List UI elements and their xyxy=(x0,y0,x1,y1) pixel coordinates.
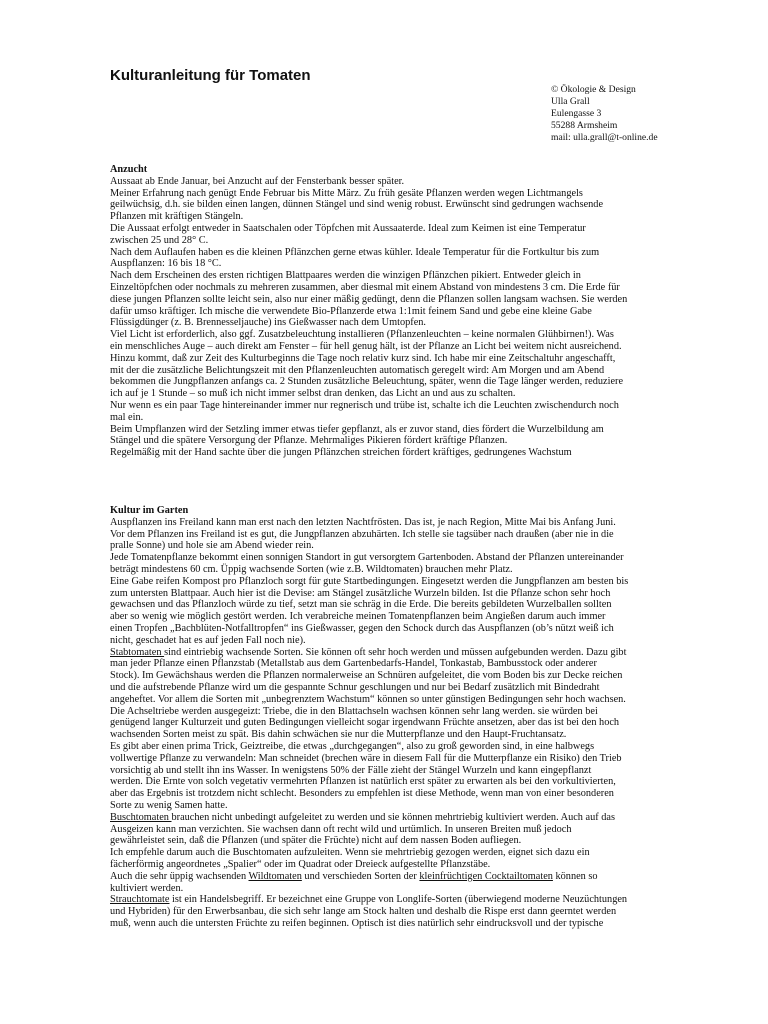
text-line: Sorte zu wenig Samen hatte. xyxy=(110,799,228,811)
text-line: zwischen 25 und 28° C. xyxy=(110,234,209,246)
underlined-term: Stabtomaten xyxy=(110,646,165,658)
text-line: Aussaat ab Ende Januar, bei Anzucht auf der Fensterbank besser später. xyxy=(110,175,405,187)
address-line: © Ökologie & Design xyxy=(551,84,636,95)
text-line: Ausgeizen kann man verzichten. Sie wachsen dann oft recht wild und urtümlich. In unseren Breiten muß jedoch xyxy=(110,823,572,835)
underlined-term: Buschtomaten xyxy=(110,811,172,823)
text-line xyxy=(110,647,700,659)
text-line xyxy=(110,894,700,906)
text-line: Beim Umpflanzen wird der Setzling immer etwas tiefer gepflanzt, als er zuvor stand, dies fördert die Wurzelbildung am xyxy=(110,423,604,435)
section-heading: Anzucht xyxy=(110,164,148,175)
text-line: Stängel und die spätere Versorgung der Pflanze. Mehrmaliges Pikieren fördert kräftige Pflanzen. xyxy=(110,435,508,447)
underlined-term: Wildtomaten xyxy=(248,870,302,882)
text-line: Viel Licht ist erforderlich, also ggf. Zusatzbeleuchtung installieren (Pflanzenleuchten – keine normalen Glühbirnen!). Was xyxy=(110,329,614,341)
text-line: einen Tropfen „Bachblüten-Notfalltropfen“ ins Gießwasser, gegen den Schock durch das Auspflanzen (ob’s nützt weiß ich xyxy=(110,622,614,634)
text-run: brauchen nicht unbedingt aufgeleitet zu werden und sie können mehrtriebig kultiviert werden. Auch auf das xyxy=(171,811,615,823)
text-line: Nach dem Erscheinen des ersten richtigen Blattpaares werden die winzigen Pflänzchen pikiert. Entweder gleich in xyxy=(110,270,581,282)
text-line: mal ein. xyxy=(110,411,144,423)
address-email: mail: ulla.grall@t-online.de xyxy=(551,131,658,143)
text-line: zum untersten Blattpaar. Auch hier ist die Devise: am Stängel zusätzliche Wurzeln bilden. Ist die Pflanze schon sehr hoch xyxy=(110,587,611,599)
text-line: wachsenden Sorten meist zu spät. Bis dahin schwächen sie nur die Mutterpflanze und den Haupt-Fruchtansatz. xyxy=(110,729,567,741)
text-line: muß, wenn auch die untersten Früchte zu reifen beginnen. Optisch ist dies natürlich sehr eindrucksvoll und der typische xyxy=(110,917,604,929)
text-line: Meiner Erfahrung nach genügt Ende Februar bis Mitte März. Zu früh gesäte Pflanzen werden wegen Lichtmangels xyxy=(110,187,583,199)
text-line: Pflanzen mit kräftigen Stängeln. xyxy=(110,211,244,223)
section-anzucht xyxy=(110,164,700,459)
text-line: Die Aussaat erfolgt entweder in Saatschalen oder Töpfchen mit Aussaaterde. Ideal zum Keimen ist eine Temperatur xyxy=(110,222,586,234)
text-line xyxy=(110,871,700,883)
text-line: Flüssigdünger (z. B. Brennesseljauche) ins Gießwasser nach dem Umtopfen. xyxy=(110,317,426,329)
text-line: geilwüchsig, d.h. sie bilden einen langen, dünnen Stängel und sind wenig robust. Erwünscht sind gedrungen wachsende xyxy=(110,199,604,211)
text-line: und Hybriden) für den Erwerbsanbau, die sich sehr lange am Stock halten und deshalb die Rispe erst dann geerntet werden xyxy=(110,906,617,918)
text-line: Ich empfehle darum auch die Buschtomaten aufzuleiten. Wenn sie mehrtriebig gezogen werden, eignet sich dazu ein xyxy=(110,847,590,859)
text-line: Auspflanzen ins Freiland kann man erst nach den letzten Nachtfrösten. Das ist, je nach Region, Mitte Mai bis Anfang Juni. xyxy=(110,516,616,528)
text-run: und verschieden Sorten der xyxy=(301,870,420,882)
text-line: mit der die zusätzliche Belichtungszeit mit den Pflanzenleuchten automatisch geregelt wird: Am Morgen und am Abend xyxy=(110,364,605,376)
text-line: man jeder Pflanze einen Pflanzstab (Metallstab aus dem Gartenbedarfs-Handel, Tonkastab, Bambusstock oder anderer xyxy=(110,658,597,670)
text-line: Es gibt aber einen prima Trick, Geiztreibe, die etwas „durchgegangen“, also zu groß geworden sind, in eine halbwegs xyxy=(110,740,595,752)
text-line: pralle Sonne) und hole sie am Abend wieder rein. xyxy=(110,540,314,552)
text-line: Stock). Im Gewächshaus werden die Pflanzen normalerweise an Schnüren aufgeleitet, die vom Boden bis zur Decke reichen xyxy=(110,670,623,682)
text-line: Einzeltöpfchen oder nochmals zu mehreren zusammen, aber diesmal mit einem Abstand von mindestens 3 cm. Die Erde für xyxy=(110,281,620,293)
text-line: genügend langer Kulturzeit und guten Bedingungen vielleicht sogar irgendwann Früchte ansetzen, aber das ist bei den hoch xyxy=(110,717,620,729)
text-line: dafür umso kräftiger. Ich mische die verwendete Bio-Pflanzerde etwa 1:1mit feinem Sand und gebe eine kleine Gabe xyxy=(110,305,592,317)
text-line: werden. Die Ernte von solch vegetativ vermehrten Pflanzen ist natürlich erst später zu erwarten als bei den vorkultivierten, xyxy=(110,776,616,788)
text-line: Die Achseltriebe werden ausgegeizt: Triebe, die in den Blattachseln wachsen können sehr lang werden. sie würden bei xyxy=(110,705,598,717)
text-line xyxy=(110,812,700,824)
text-line: beträgt mindestens 60 cm. Üppig wachsende Sorten (wie z.B. Wildtomaten) brauchen mehr Platz. xyxy=(110,563,513,575)
text-line: diese jungen Pflanzen sollte leicht sein, also nur einer mäßig gedüngt, denn die Pflanzen sollen langsam wachsen. Sie werden xyxy=(110,293,628,305)
text-line: aber das Ergebnis ist trotzdem nicht schlecht. Besonders zu empfehlen ist diese Methode, wenn man von einer besonderen xyxy=(110,788,614,800)
text-line: kultiviert werden. xyxy=(110,882,184,894)
text-line: bekommen die Jungpflanzen anfangs ca. 2 Stunden zusätzliche Beleuchtung, später, wenn die Tage länger werden, reduziere xyxy=(110,376,624,388)
text-line: Vor dem Pflanzen ins Freiland ist es gut, die Jungpflanzen abzuhärten. Ich stelle sie tagsüber nach draußen (aber nie in die xyxy=(110,528,614,540)
text-line: ein menschliches Auge – auch direkt am Fenster – für hell genug hält, ist der Pflanze an Licht bei weitem nicht ausreichend. xyxy=(110,340,622,352)
text-line: gewährleistet sein, daß die Pflanzen (und später die Früchte) nicht auf dem nassen Boden aufliegen. xyxy=(110,835,522,847)
text-line: angeheftet. Vor allem die Sorten mit „unbegrenztem Wachstum“ können so unter günstigen Bedingungen sehr hoch wachsen. xyxy=(110,693,626,705)
address-line: Eulengasse 3 xyxy=(551,107,602,119)
text-line: fächerförmig angeordnetes „Spalier“ oder im Quadrat oder Dreieck aufgestellte Pflanzstäbe. xyxy=(110,858,491,870)
author-address-block xyxy=(551,84,658,144)
text-line: Nach dem Auflaufen haben es die kleinen Pflänzchen gerne etwas kühler. Ideale Temperatur für die Fortkultur bis zum xyxy=(110,246,600,258)
text-line: nicht, geschadet hat es auf jeden Fall noch nie). xyxy=(110,634,306,646)
text-line: gewachsen und das Pflanzloch würde zu tief, setzt man sie schräg in die Erde. Die bereits gebildeten Wurzelballen sollten xyxy=(110,599,612,611)
text-line: Eine Gabe reifen Kompost pro Pflanzloch sorgt für gute Startbedingungen. Eingesetzt werden die Jungpflanzen am besten bis xyxy=(110,575,629,587)
text-line: vollwertige Pflanze zu verwandeln: Man schneidet (brechen wäre in diesem Fall für die Mutterpflanze ein Risiko) den Trieb xyxy=(110,752,622,764)
text-run: ist ein Handelsbegriff. Er bezeichnet eine Gruppe von Longlife-Sorten (überwiegend moderne Neuzüchtungen xyxy=(169,894,628,906)
text-run: Auch die sehr üppig wachsenden xyxy=(110,870,249,882)
text-line: Regelmäßig mit der Hand sachte über die jungen Pflänzchen streichen fördert kräftiges, gedrungenes Wachstum xyxy=(110,447,572,459)
text-line: vorsichtig ab und stellt ihn ins Wasser. In wenigstens 50% der Fälle zieht der Stängel Wurzeln und kann eingepflanzt xyxy=(110,764,592,776)
text-run: können so xyxy=(552,870,598,882)
text-line: und die aufstrebende Pflanze wird um die gespannte Schnur geschlungen und nur bei Bedarf zusätzlich mit Bindedraht xyxy=(110,681,600,693)
address-line: 55288 Armsheim xyxy=(551,119,618,131)
text-line: Jede Tomatenpflanze bekommt einen sonnigen Standort in gut versorgtem Gartenboden. Abstand der Pflanzen untereinander xyxy=(110,552,624,564)
text-line: aber so wenig wie möglich gestört werden. Ich verabreiche meinen Tomatenpflanzen beim Angießen darum auch immer xyxy=(110,611,606,623)
underlined-term: kleinfrüchtigen Cocktailtomaten xyxy=(419,870,553,882)
text-line: Nur wenn es ein paar Tage hintereinander immer nur regnerisch und trübe ist, schalte ich die Leuchten zwischendurch noch xyxy=(110,399,619,411)
underlined-term: Strauchtomate xyxy=(110,894,170,906)
section-kultur-im-garten xyxy=(110,505,700,930)
text-line: ich auf je 1 Stunde – so muß ich nicht immer selbst dran denken, das Licht an und aus zu schalten. xyxy=(110,388,516,400)
text-run: sind eintriebig wachsende Sorten. Sie können oft sehr hoch werden und müssen aufgebunden werden. Dazu gibt xyxy=(164,646,627,658)
text-line: Auspflanzen: 16 bis 18 °C. xyxy=(110,258,222,270)
address-line: Ulla Grall xyxy=(551,95,590,107)
document-title: Kulturanleitung für Tomaten xyxy=(110,67,311,84)
section-heading: Kultur im Garten xyxy=(110,505,189,516)
text-line: Hinzu kommt, daß zur Zeit des Kulturbeginns die Tage noch relativ kurz sind. Ich habe mir eine Zeitschaltuhr angeschafft, xyxy=(110,352,616,364)
